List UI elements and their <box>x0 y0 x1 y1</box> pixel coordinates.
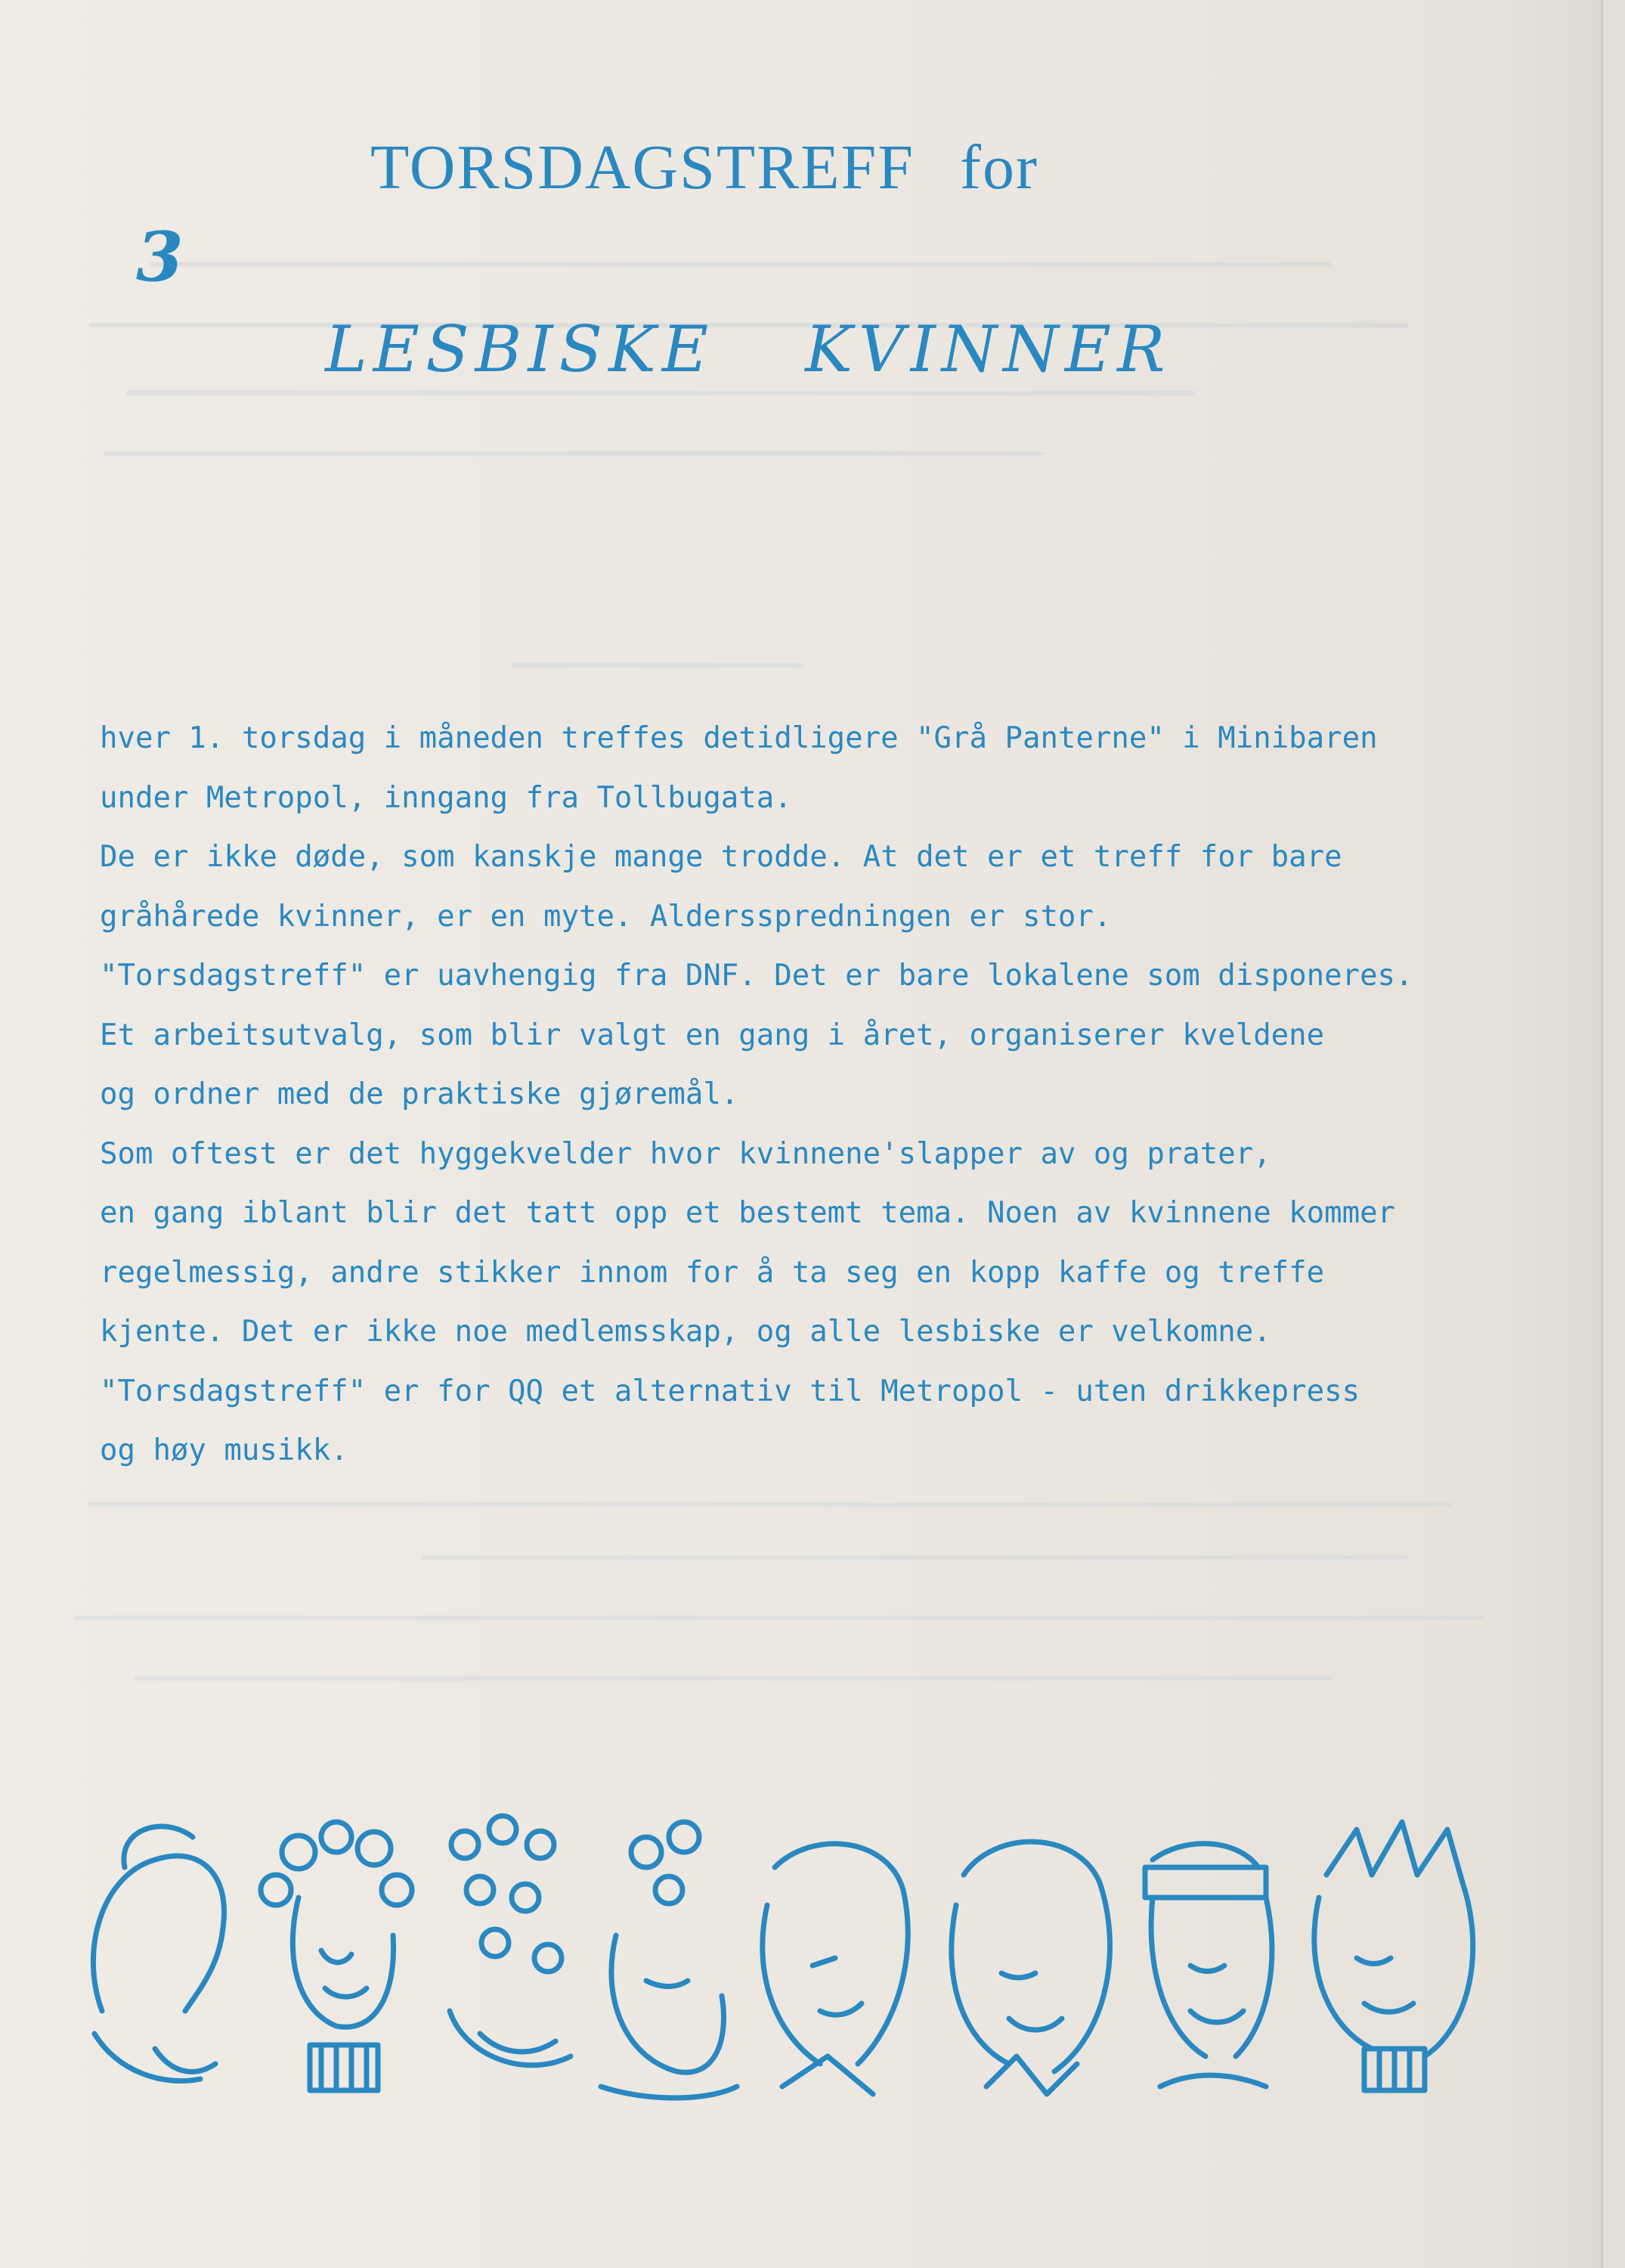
body-line: hver 1. torsdag i måneden treffes detidligere "Grå Panterne" i Minibaren <box>100 721 1378 755</box>
face-4-drawing <box>601 1822 737 2098</box>
body-line: De er ikke døde, som kanskje mange trodde. At det er et treff for bare <box>100 840 1342 874</box>
page-number: 3 <box>136 217 184 297</box>
body-line: og ordner med de praktiske gjøremål. <box>100 1077 739 1111</box>
body-line: kjente. Det er ikke noe medlemsskap, og alle lesbiske er velkomne. <box>100 1315 1271 1349</box>
bleed-through-texture-lower <box>45 1482 1519 1754</box>
body-line: Et arbeitsutvalg, som blir valgt en gang i året, organiserer kveldene <box>100 1018 1325 1052</box>
women-faces-illustration <box>72 1784 1576 2117</box>
title-line-1 <box>370 132 1038 203</box>
body-line: Som oftest er det hyggekvelder hvor kvinnene'slapper av og prater, <box>100 1136 1271 1171</box>
title-torsdagstreff: TORSDAGSTREFF <box>370 132 915 203</box>
article-body <box>100 709 1596 1481</box>
title-for: for <box>959 132 1038 203</box>
face-7-drawing <box>1145 1844 1272 2087</box>
face-2-drawing <box>261 1822 412 2090</box>
body-line: "Torsdagstreff" er uavhengig fra DNF. Det er bare lokalene som disponeres. <box>100 959 1413 993</box>
bleed-through-lines-lower <box>45 1482 1519 1754</box>
right-page-edge <box>1603 0 1625 2268</box>
body-line: "Torsdagstreff" er for QQ et alternativ til Metropol - uten drikkepress <box>100 1374 1360 1408</box>
body-line: og høy musikk. <box>100 1433 348 1467</box>
title-lesbiske: LESBISKE <box>325 312 715 386</box>
body-line: gråhårede kvinner, er en myte. Aldersspredningen er stor. <box>100 899 1112 934</box>
face-3-drawing <box>450 1816 571 2065</box>
title-line-2 <box>325 312 1172 386</box>
body-line: regelmessig, andre stikker innom for å ta seg en kopp kaffe og treffe <box>100 1255 1325 1290</box>
face-5-drawing <box>763 1844 908 2094</box>
face-6-drawing <box>952 1842 1110 2094</box>
face-1-drawing <box>93 1826 224 2081</box>
bleed-through-lines <box>60 242 1497 726</box>
body-line: under Metropol, inngang fra Tollbugata. <box>100 780 792 815</box>
face-8-drawing <box>1314 1822 1473 2090</box>
body-line: en gang iblant blir det tatt opp et bestemt tema. Noen av kvinnene kommer <box>100 1196 1396 1230</box>
title-kvinner: KVINNER <box>805 312 1172 386</box>
bleed-through-texture <box>60 242 1497 726</box>
